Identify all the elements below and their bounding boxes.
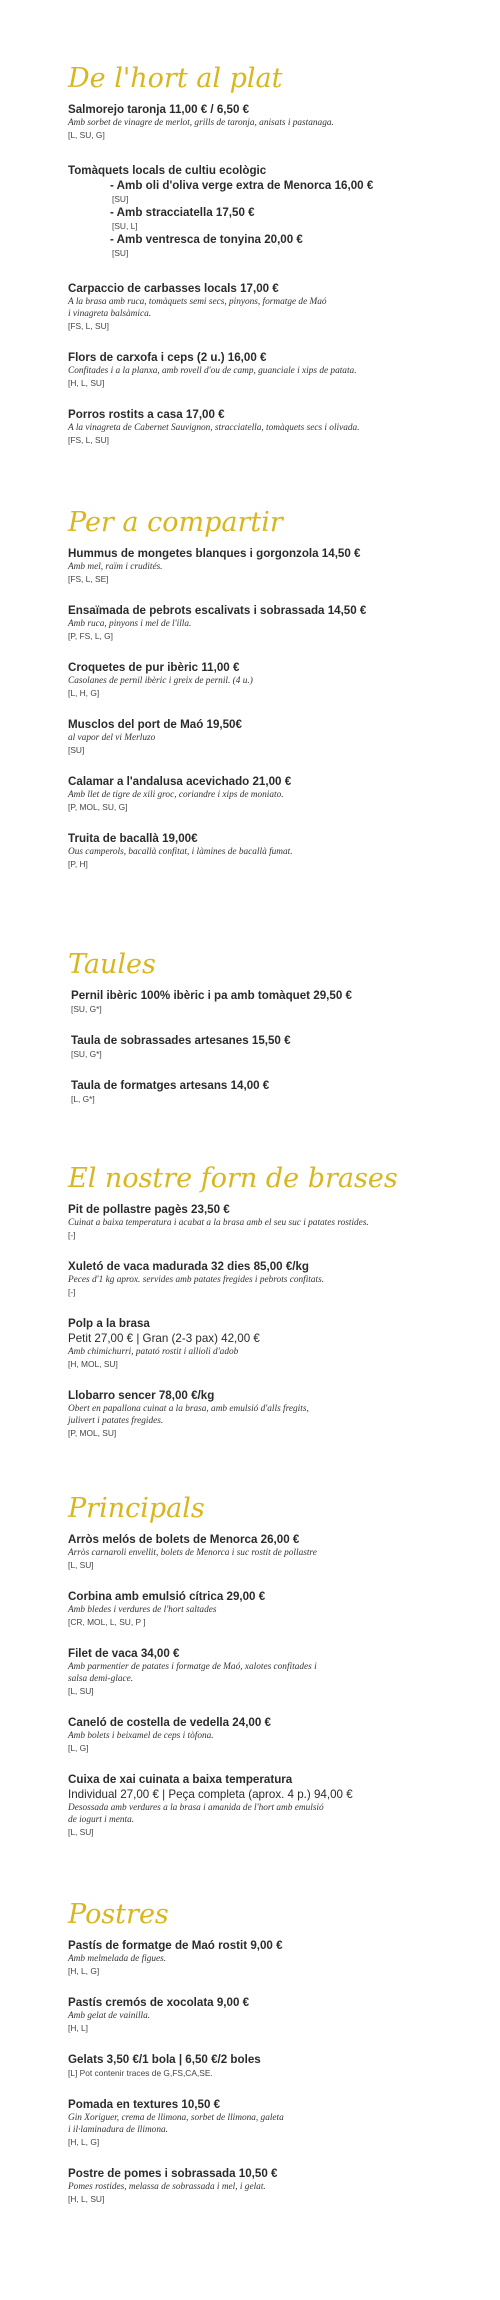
item-allergens: [L, H, G] xyxy=(68,688,100,698)
menu-item xyxy=(68,1772,488,1838)
item-description: Obert en papallona cuinat a la brasa, amb emulsió d'alls fregits, julivert i patates fregides. xyxy=(68,1404,309,1426)
item-name: Gelats 3,50 €/1 bola | 6,50 €/2 boles xyxy=(68,2053,261,2066)
item-price-line: Individual 27,00 € | Peça completa (aprox. 4 p.) 94,00 € xyxy=(68,1788,353,1801)
item-allergens: [H, MOL, SU] xyxy=(68,1359,118,1369)
section-title: De l'hort al plat xyxy=(68,63,283,94)
item-variants xyxy=(110,178,488,259)
item-name: Xuletó de vaca madurada 32 dies 85,00 €/kg xyxy=(68,1260,310,1273)
item-name: Pomada en textures 10,50 € xyxy=(68,2098,221,2111)
section-per-a-compartir xyxy=(68,506,488,888)
menu-item xyxy=(71,988,488,1015)
menu-item xyxy=(68,1646,488,1697)
section-principals xyxy=(68,1492,488,1856)
item-allergens: [L, G] xyxy=(68,1743,89,1753)
section-title: Per a compartir xyxy=(68,507,283,538)
item-name: Taula de formatges artesans 14,00 € xyxy=(71,1079,270,1092)
item-name: Polp a la brasa xyxy=(68,1317,150,1330)
item-allergens: [SU, G*] xyxy=(71,1049,102,1059)
item-description: Desossada amb verdures a la brasa i amanida de l'hort amb emulsió de iogurt i menta. xyxy=(68,1803,324,1825)
menu-item xyxy=(68,1532,488,1571)
variant-allergens: [SU, L] xyxy=(112,221,138,231)
menu-item xyxy=(68,1715,488,1754)
item-allergens: [H, L, G] xyxy=(68,2137,100,2147)
section-taules xyxy=(68,948,488,1123)
item-allergens: [FS, L, SU] xyxy=(68,321,109,331)
variant-name: - Amb oli d'oliva verge extra de Menorca 16,00 € xyxy=(110,179,374,192)
menu-item xyxy=(68,660,488,699)
item-allergens: [L, SU] xyxy=(68,1686,94,1696)
menu-item xyxy=(68,717,488,756)
menu-item xyxy=(71,1078,488,1105)
item-allergens: [P, MOL, SU, G] xyxy=(68,802,128,812)
item-name: Pernil ibèric 100% ibèric i pa amb tomàquet 29,50 € xyxy=(71,989,352,1002)
item-allergens: [P, H] xyxy=(68,859,88,869)
menu-item xyxy=(68,1202,488,1241)
item-price-line: Petit 27,00 € | Gran (2-3 pax) 42,00 € xyxy=(68,1332,260,1345)
menu-item xyxy=(68,1589,488,1628)
menu-item xyxy=(71,1033,488,1060)
item-name: Porros rostits a casa 17,00 € xyxy=(68,408,225,421)
item-description: Amb ruca, pinyons i mel de l'illa. xyxy=(68,619,192,629)
item-description: al vapor del vi Merluzo xyxy=(68,733,156,743)
item-description: Ous camperols, bacallà confitat, i làmines de bacallà fumat. xyxy=(68,847,293,857)
item-allergens: [SU] xyxy=(68,745,85,755)
item-allergens: [L, SU, G] xyxy=(68,130,105,140)
item-allergens: [L] Pot contenir traces de G,FS,CA,SE. xyxy=(68,2068,213,2078)
item-name: Postre de pomes i sobrassada 10,50 € xyxy=(68,2167,278,2180)
item-description: A la vinagreta de Cabernet Sauvignon, stracciatella, tomàquets secs i olivada. xyxy=(68,423,360,433)
item-allergens: [FS, L, SU] xyxy=(68,435,109,445)
menu-item xyxy=(68,350,488,389)
menu-item xyxy=(68,1388,488,1439)
item-allergens: [P, FS, L, G] xyxy=(68,631,113,641)
item-name: Calamar a l'andalusa acevichado 21,00 € xyxy=(68,775,292,788)
item-name: Caneló de costella de vedella 24,00 € xyxy=(68,1716,271,1729)
item-description: Peces d'1 kg aprox. servides amb patates fregides i pebrots confitats. xyxy=(68,1275,325,1285)
item-name: Carpaccio de carbasses locals 17,00 € xyxy=(68,282,279,295)
section-title: Postres xyxy=(68,1899,169,1930)
item-allergens: [P, MOL, SU] xyxy=(68,1428,117,1438)
item-description: Amb melmelada de figues. xyxy=(68,1954,167,1964)
menu-item xyxy=(68,2052,488,2079)
item-name: Corbina amb emulsió cítrica 29,00 € xyxy=(68,1590,266,1603)
menu-item xyxy=(68,407,488,446)
section-title: El nostre forn de brases xyxy=(68,1163,398,1194)
item-name: Pit de pollastre pagès 23,50 € xyxy=(68,1203,230,1216)
item-description: Amb gelat de vainilla. xyxy=(68,2011,151,2021)
item-description: Amb parmentier de patates i formatge de Maó, xalotes confitades i salsa demi-glace. xyxy=(68,1662,317,1684)
item-allergens: [-] xyxy=(68,1287,76,1297)
item-description: Amb mel, raïm i crudités. xyxy=(68,562,163,572)
item-name: Filet de vaca 34,00 € xyxy=(68,1647,180,1660)
menu-item xyxy=(68,774,488,813)
item-description: Amb sorbet de vinagre de merlot, grills de taronja, anisats i pastanaga. xyxy=(68,118,334,128)
menu-item xyxy=(68,102,488,141)
item-description: Gin Xoriguer, crema de llimona, sorbet de llimona, galeta i il·laminadura de llimona. xyxy=(68,2113,284,2135)
item-allergens: [L, SU] xyxy=(68,1560,94,1570)
item-name: Truita de bacallà 19,00€ xyxy=(68,832,198,845)
item-name: Croquetes de pur ibèric 11,00 € xyxy=(68,661,240,674)
menu-item xyxy=(68,1995,488,2034)
menu-item xyxy=(68,281,488,332)
item-allergens: [H, L, SU] xyxy=(68,378,105,388)
item-description: Amb chimichurri, patató rostit i allioli d'adob xyxy=(68,1347,239,1357)
item-name: Hummus de mongetes blanques i gorgonzola 14,50 € xyxy=(68,547,361,560)
menu-item xyxy=(68,1938,488,1977)
menu-item xyxy=(68,2097,488,2148)
menu-item xyxy=(68,1259,488,1298)
menu-item xyxy=(68,1316,488,1370)
item-allergens: [H, L, SU] xyxy=(68,2194,105,2204)
item-allergens: [H, L] xyxy=(68,2023,89,2033)
variant-name: - Amb ventresca de tonyina 20,00 € xyxy=(110,233,303,246)
item-description: Confitades i a la planxa, amb rovell d'ou de camp, guanciale i xips de patata. xyxy=(68,366,357,376)
menu-item xyxy=(68,546,488,585)
item-description: Cuinat a baixa temperatura i acabat a la brasa amb el seu suc i patates rostides. xyxy=(68,1218,369,1228)
menu-item xyxy=(68,2166,488,2205)
item-allergens: [-] xyxy=(68,1230,76,1240)
item-name: Pastís cremós de xocolata 9,00 € xyxy=(68,1996,250,2009)
section-el-nostre-forn-de-brases xyxy=(68,1162,488,1457)
section-postres xyxy=(68,1898,488,2223)
item-name: Taula de sobrassades artesanes 15,50 € xyxy=(71,1034,291,1047)
item-name: Cuixa de xai cuinata a baixa temperatura xyxy=(68,1773,293,1786)
item-description: Amb llet de tigre de xili groc, coriandre i xips de moniato. xyxy=(68,790,284,800)
item-name: Salmorejo taronja 11,00 € / 6,50 € xyxy=(68,103,250,116)
section-de-lhort-al-plat xyxy=(68,62,488,464)
item-allergens: [FS, L, SE] xyxy=(68,574,109,584)
item-name: Pastís de formatge de Maó rostit 9,00 € xyxy=(68,1939,283,1952)
item-name: Llobarro sencer 78,00 €/kg xyxy=(68,1389,215,1402)
section-title: Taules xyxy=(68,949,156,980)
menu-item xyxy=(68,163,488,259)
section-title: Principals xyxy=(68,1493,205,1524)
item-name: Tomàquets locals de cultiu ecològic xyxy=(68,164,267,177)
item-name: Musclos del port de Maó 19,50€ xyxy=(68,718,242,731)
item-allergens: [CR, MOL, L, SU, P ] xyxy=(68,1617,146,1627)
item-description: Casolanes de pernil ibèric i greix de pernil. (4 u.) xyxy=(68,676,253,686)
item-allergens: [SU, G*] xyxy=(71,1004,102,1014)
item-name: Ensaïmada de pebrots escalivats i sobrassada 14,50 € xyxy=(68,604,367,617)
item-description: Amb bolets i beixamel de ceps i tòfona. xyxy=(68,1731,214,1741)
item-allergens: [L, G*] xyxy=(71,1094,95,1104)
item-description: Amb bledes i verdures de l'hort saltades xyxy=(68,1605,217,1615)
item-description: Pomes rostides, melassa de sobrassada i mel, i gelat. xyxy=(68,2182,266,2192)
item-name: Arròs melós de bolets de Menorca 26,00 € xyxy=(68,1533,300,1546)
item-allergens: [H, L, G] xyxy=(68,1966,100,1976)
variant-allergens: [SU] xyxy=(112,194,129,204)
variant-allergens: [SU] xyxy=(112,248,129,258)
item-description: Arròs carnaroli envellit, bolets de Menorca i suc rostit de pollastre xyxy=(68,1548,317,1558)
item-allergens: [L, SU] xyxy=(68,1827,94,1837)
variant-name: - Amb stracciatella 17,50 € xyxy=(110,206,255,219)
menu-item xyxy=(68,603,488,642)
menu-item xyxy=(68,831,488,870)
item-name: Flors de carxofa i ceps (2 u.) 16,00 € xyxy=(68,351,267,364)
item-description: A la brasa amb ruca, tomàquets semi secs, pinyons, formatge de Maó i vinagreta balsàmica. xyxy=(68,297,327,319)
